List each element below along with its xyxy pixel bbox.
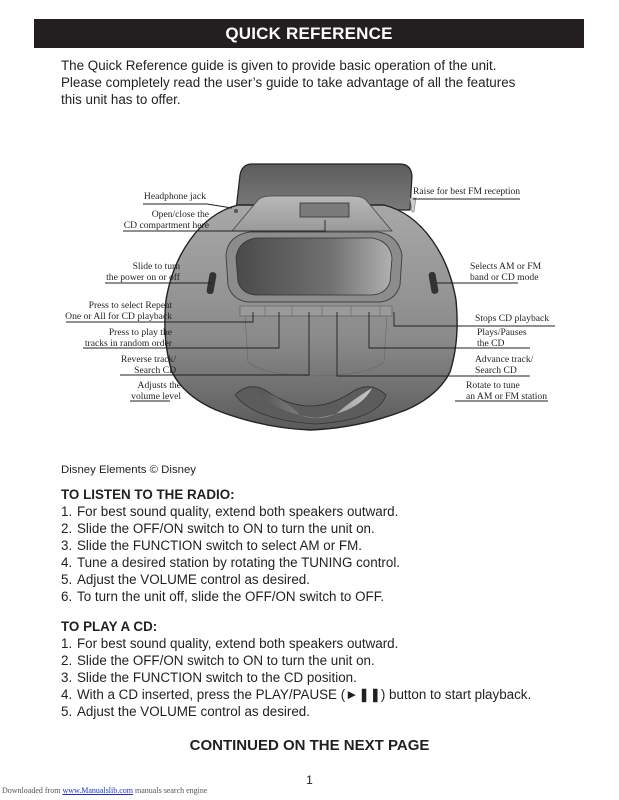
step-text: Slide the OFF/ON switch to ON to turn the unit on.	[77, 521, 375, 536]
step-text: Adjust the VOLUME control as desired.	[77, 704, 310, 719]
continued-notice: CONTINUED ON THE NEXT PAGE	[189, 737, 430, 754]
intro-line: Please completely read the user’s guide to take advantage of all the features	[61, 75, 516, 90]
callout-line: band or CD mode	[470, 272, 539, 283]
intro-line: this unit has to offer.	[61, 92, 181, 107]
radio-step	[61, 571, 400, 588]
callout-line: an AM or FM station	[466, 391, 548, 402]
step-text: For best sound quality, extend both speakers outward.	[77, 504, 399, 519]
callout-line: Press to play the	[108, 327, 172, 338]
product-diagram	[0, 150, 619, 460]
callout-volume	[40, 380, 181, 402]
step-number: 2.	[61, 521, 73, 536]
step-number: 3.	[61, 670, 73, 685]
radio-steps-list	[61, 503, 400, 605]
cd-step	[61, 669, 531, 686]
step-text: Slide the FUNCTION switch to the CD position.	[77, 670, 357, 685]
step-text: Slide the OFF/ON switch to ON to turn the unit on.	[77, 653, 375, 668]
callout-line: Headphone jack	[143, 191, 206, 202]
callout-function-switch	[470, 261, 541, 283]
callout-advance	[475, 354, 533, 376]
radio-step	[61, 503, 400, 520]
step-number: 4.	[61, 555, 73, 570]
callout-line: Advance track/	[475, 354, 534, 365]
page-number: 1	[306, 773, 313, 787]
callout-random	[40, 327, 172, 349]
callout-line: Stops CD playback	[475, 313, 550, 324]
callout-line: tracks in random order	[84, 338, 172, 349]
callout-line: Raise for best FM reception	[413, 186, 521, 197]
footer-suffix: manuals search engine	[133, 786, 208, 795]
cd-steps-list	[61, 635, 531, 720]
step-text: With a CD inserted, press the PLAY/PAUSE (►❚❚) button to start playback.	[77, 687, 532, 702]
callout-line: Selects AM or FM	[470, 261, 542, 272]
callout-line: Slide to turn	[132, 261, 180, 272]
section-header: QUICK REFERENCE	[34, 19, 584, 48]
callout-stop	[475, 313, 549, 324]
callout-line: Reverse track/	[120, 354, 176, 365]
cd-step	[61, 686, 531, 703]
download-footer	[2, 786, 207, 795]
callout-line: Plays/Pauses	[477, 327, 527, 338]
step-number: 6.	[61, 589, 73, 604]
callout-line: Press to select Repeat	[88, 300, 172, 311]
cd-instructions	[61, 618, 531, 720]
callout-tuning	[466, 380, 547, 402]
callout-line: Open/close the	[151, 209, 209, 220]
intro-line: The Quick Reference guide is given to provide basic operation of the unit.	[61, 58, 497, 73]
callout-line: Search CD	[475, 365, 517, 376]
step-number: 2.	[61, 653, 73, 668]
radio-step	[61, 554, 400, 571]
step-text: Tune a desired station by rotating the TUNING control.	[77, 555, 401, 570]
callout-repeat	[40, 300, 172, 322]
callout-line: the CD	[477, 338, 505, 349]
radio-step	[61, 537, 400, 554]
callout-line: Search CD	[134, 365, 176, 376]
step-number: 4.	[61, 687, 73, 702]
cd-section-title: TO PLAY A CD:	[61, 619, 158, 634]
radio-section-title: TO LISTEN TO THE RADIO:	[61, 487, 235, 502]
step-number: 5.	[61, 572, 73, 587]
callout-line: volume level	[131, 391, 181, 402]
step-text: For best sound quality, extend both speakers outward.	[77, 636, 399, 651]
manualslib-link[interactable]: www.Manualslib.com	[62, 786, 134, 795]
cd-step	[61, 635, 531, 652]
step-text: Adjust the VOLUME control as desired.	[77, 572, 310, 587]
callout-line: CD compartment here	[123, 220, 209, 231]
step-number: 3.	[61, 538, 73, 553]
cd-step	[61, 703, 531, 720]
callout-reverse	[40, 354, 176, 376]
callout-line: Rotate to tune	[466, 380, 520, 391]
step-number: 1.	[61, 636, 73, 651]
cd-step	[61, 652, 531, 669]
callout-headphone-jack	[80, 191, 206, 202]
callout-line: Adjusts the	[137, 380, 181, 391]
footer-prefix: Downloaded from	[2, 786, 63, 795]
radio-step	[61, 520, 400, 537]
callout-open-close-cd	[80, 209, 209, 231]
step-text: To turn the unit off, slide the OFF/ON switch to OFF.	[77, 589, 385, 604]
callout-line: the power on or off	[106, 272, 180, 283]
copyright-credit: Disney Elements © Disney	[61, 464, 197, 476]
step-number: 5.	[61, 704, 73, 719]
radio-instructions	[61, 486, 400, 605]
callout-antenna	[413, 186, 520, 197]
callout-line: One or All for CD playback	[65, 311, 172, 322]
radio-step	[61, 588, 400, 605]
step-number: 1.	[61, 504, 73, 519]
step-text: Slide the FUNCTION switch to select AM or FM.	[77, 538, 362, 553]
callout-play-pause	[477, 327, 527, 349]
intro-paragraph	[61, 57, 561, 108]
callout-power-switch	[60, 261, 180, 283]
